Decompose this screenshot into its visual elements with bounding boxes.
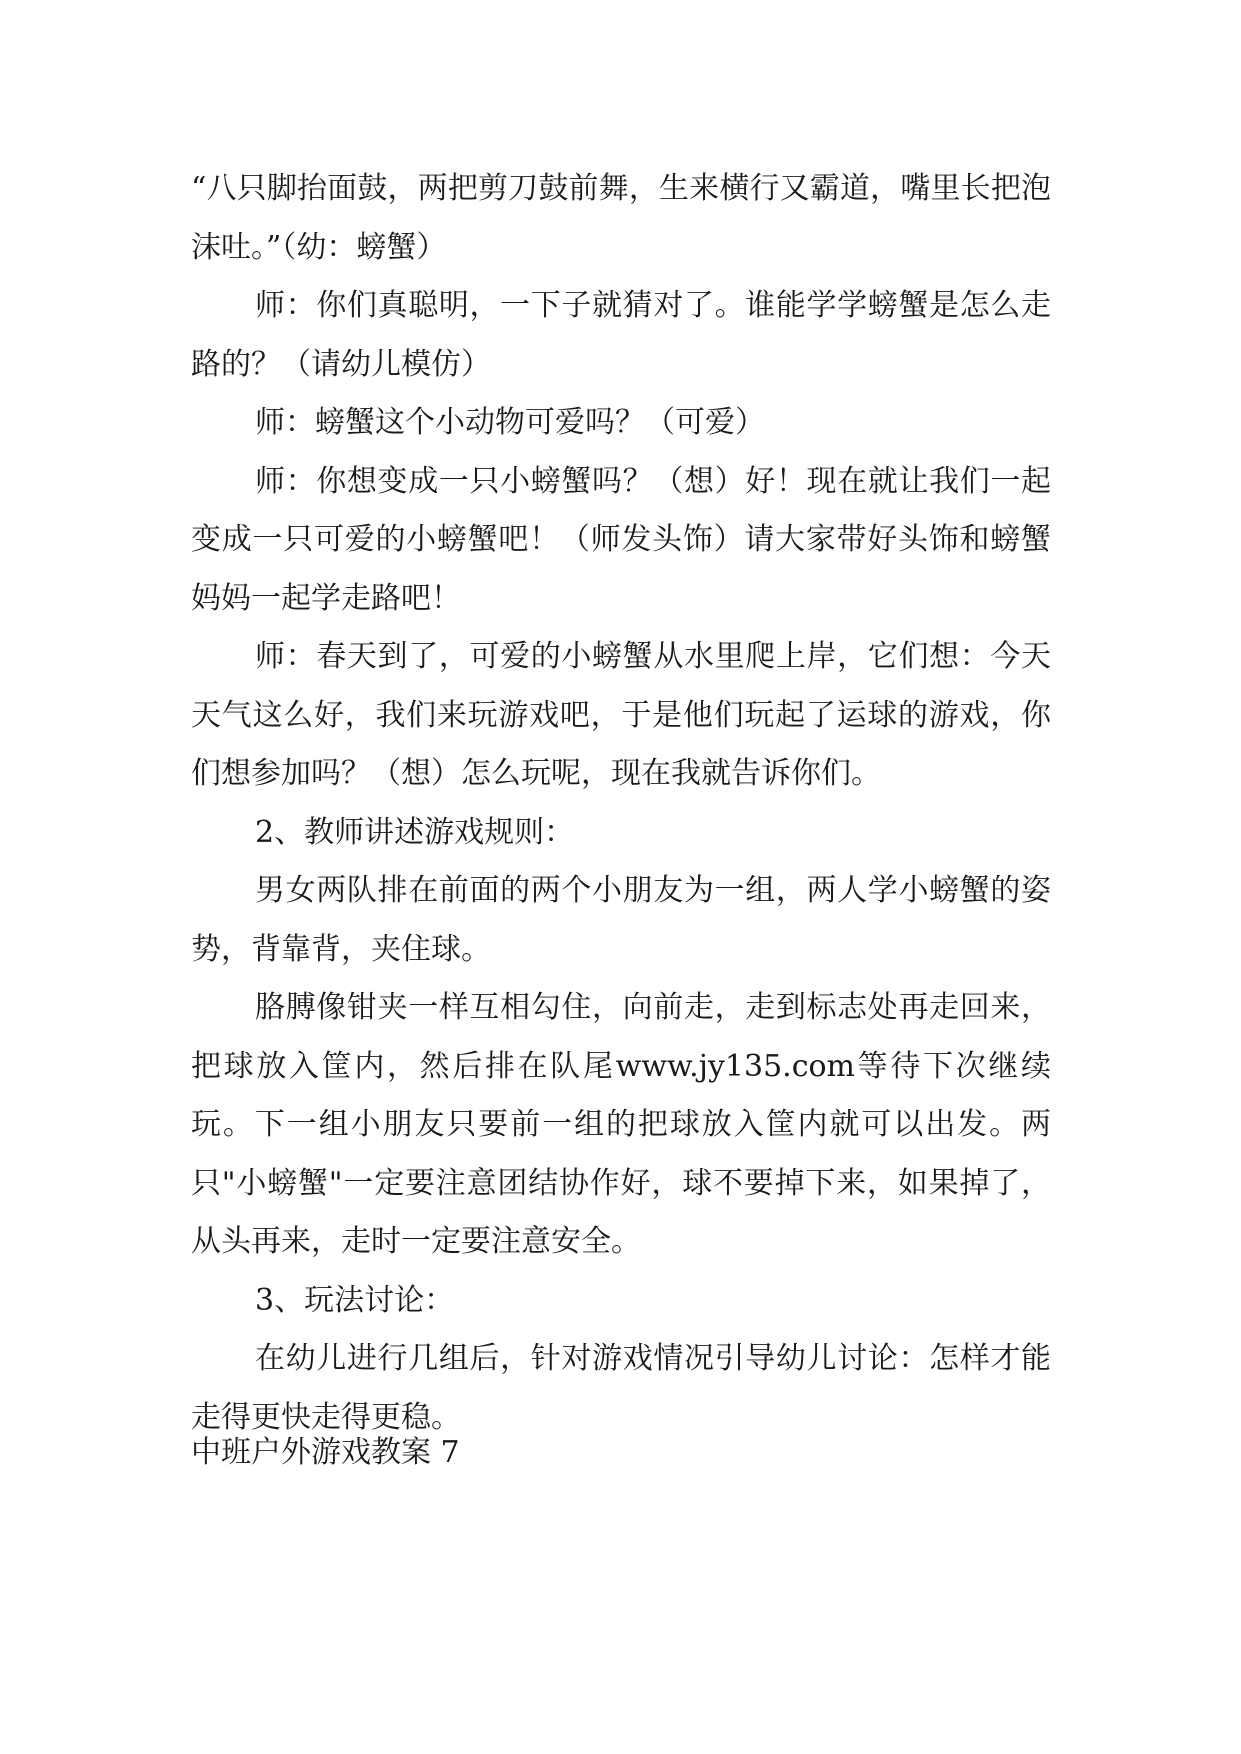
paragraph-teacher-headwear: 师：你想变成一只小螃蟹吗？（想）好！现在就让我们一起变成一只可爱的小螃蟹吧！（师发头饰）请大家带好头饰和螃蟹妈妈一起学走路吧！ xyxy=(191,463,1051,616)
paragraph-discussion-heading: 3、玩法讨论： xyxy=(255,1282,455,1318)
paragraph-rules-heading: 2、教师讲述游戏规则： xyxy=(255,814,575,850)
paragraph-rules-pairs: 男女两队排在前面的两个小朋友为一组，两人学小螃蟹的姿势，背靠背，夹住球。 xyxy=(191,873,1051,967)
section-title: 中班户外游戏教案 7 xyxy=(191,1435,460,1470)
paragraph-teacher-praise: 师：你们真聪明，一下子就猜对了。谁能学学螃蟹是怎么走路的？（请幼儿模仿） xyxy=(191,288,1051,382)
paragraph-discussion: 在幼儿进行几组后，针对游戏情况引导幼儿讨论：怎样才能走得更快走得更稳。 xyxy=(191,1341,1051,1435)
paragraph-riddle: “八只脚抬面鼓，两把剪刀鼓前舞，生来横行又霸道，嘴里长把泡沫吐。”（幼：螃蟹） xyxy=(191,171,1051,265)
paragraph-teacher-spring: 师：春天到了，可爱的小螃蟹从水里爬上岸，它们想：今天天气这么好，我们来玩游戏吧，于是他们玩起了运球的游戏，你们想参加吗？（想）怎么玩呢，现在我就告诉你们。 xyxy=(191,639,1051,791)
paragraph-rules-details: 胳膊像钳夹一样互相勾住，向前走，走到标志处再走回来，把球放入筐内，然后排在队尾www.jy135.com等待下次继续玩。下一组小朋友只要前一组的把球放入筐内就可以出发。两只"小螃蟹"一定要注意团结协作好，球不要掉下来，如果掉了，从头再来，走时一定要注意安全。 xyxy=(191,990,1051,1259)
paragraph-teacher-question: 师：螃蟹这个小动物可爱吗？（可爱） xyxy=(255,405,765,440)
document-body xyxy=(191,160,1051,1447)
